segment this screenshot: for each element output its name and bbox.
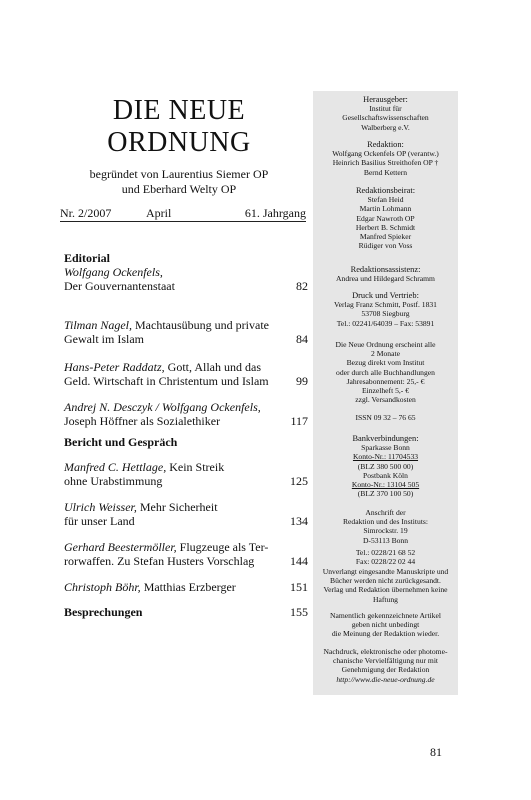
toc-entry	[64, 580, 308, 594]
issue-month: April	[146, 206, 172, 220]
subscription-line: 2 Monate	[371, 349, 400, 359]
website-link[interactable]: http://www.die-neue-ordnung.de	[336, 674, 435, 684]
note-line: Genehmigung der Redaktion	[341, 665, 430, 675]
founders-note	[60, 167, 298, 197]
note-line: Bücher werden nicht zurückgesandt.	[330, 576, 441, 586]
note-line: Namentlich gekennzeichnete Artikel	[330, 611, 441, 620]
board-heading: Redaktionsbeirat:	[355, 186, 416, 195]
toc-title-cont: Joseph Höffner als Sozialethiker	[64, 414, 221, 428]
assistant-line: Andrea und Hildegard Schramm	[336, 274, 435, 284]
board-member: Martin Lohmann	[359, 204, 412, 214]
subscription-line: Einzelheft 5,- €	[361, 386, 410, 396]
toc-author: Andrej N. Desczyk / Wolfgang Ockenfels,	[64, 400, 261, 414]
toc-title-cont: für unser Land	[64, 514, 135, 528]
toc-title: Gott, Allah und das	[164, 360, 261, 374]
toc-title: Flugzeuge als Ter-	[176, 540, 269, 554]
bank-code: (BLZ 380 500 00)	[357, 461, 414, 471]
toc-title: Kein Streik	[166, 460, 225, 474]
editors-heading: Redaktion:	[367, 140, 404, 149]
address-street: Simrockstr. 19	[363, 526, 408, 536]
toc-title-cont: ohne Urabstimmung	[64, 474, 163, 488]
subscription-line: zzgl. Versandkosten	[355, 395, 416, 405]
subscription-line: Bezug direkt vom Institut	[346, 358, 425, 368]
page-number: 81	[430, 745, 442, 759]
subscription-block	[313, 340, 458, 404]
toc-entry	[64, 500, 308, 528]
phone-number: Tel.: 0228/21 68 52	[355, 548, 416, 557]
founders-line1: begründet von Laurentius Siemer OP	[89, 167, 269, 181]
bank-account: Konto-Nr.: 13104 505	[351, 480, 420, 490]
bank-heading: Bankverbindungen:	[352, 434, 419, 443]
assistant-heading: Redaktionsassistenz:	[350, 265, 421, 274]
board-member: Stefan Heid	[367, 195, 404, 205]
issue-volume: 61. Jahrgang	[244, 206, 306, 220]
bank-code: (BLZ 370 100 50)	[357, 489, 414, 499]
toc-page: 125	[290, 474, 308, 488]
board-member: Rüdiger von Voss	[358, 241, 413, 251]
editors-block	[313, 140, 458, 177]
toc-entry	[64, 400, 308, 428]
bank-account: Konto-Nr.: 11704533	[352, 452, 419, 462]
toc-page: 144	[290, 554, 308, 568]
toc-page: 84	[296, 332, 308, 346]
journal-title-line1: DIE NEUE	[112, 95, 246, 126]
issue-number: Nr. 2/2007	[60, 206, 112, 220]
toc-author: Wolfgang Ockenfels,	[64, 265, 163, 279]
section-heading-editorial: Editorial	[64, 251, 111, 265]
toc-title: Der Gouvernantenstaat	[64, 279, 175, 293]
board-member: Edgar Nawroth OP	[356, 213, 415, 223]
toc-reviews	[64, 605, 308, 619]
imprint-sidebar	[313, 91, 458, 695]
section-heading-reviews: Besprechungen	[64, 605, 143, 619]
toc-page: 134	[290, 514, 308, 528]
print-block	[313, 291, 458, 328]
toc-author: Tilman Nagel,	[64, 318, 133, 332]
editor-line: Wolfgang Ockenfels OP (verantw.)	[332, 149, 439, 159]
toc-page: 82	[296, 279, 308, 293]
publisher-heading: Herausgeber:	[363, 95, 408, 104]
fax-number: Fax: 0228/22 02 44	[355, 557, 416, 567]
publisher-line: Gesellschaftswissenschaften	[342, 113, 429, 123]
print-line: 53708 Siegburg	[361, 309, 410, 319]
toc-title-cont: Gewalt im Islam	[64, 332, 144, 346]
toc-title-cont: rorwaffen. Zu Stefan Husters Vorschlag	[64, 554, 255, 568]
note-line: geben nicht unbedingt	[351, 620, 420, 630]
publisher-line: Walberberg e.V.	[361, 122, 410, 132]
toc-entry	[64, 460, 308, 488]
address-city: D-53113 Bonn	[362, 535, 409, 545]
opinion-note	[313, 611, 458, 639]
note-line: chanische Vervielfältigung nur mit	[332, 656, 439, 666]
print-line: Tel.: 02241/64039 – Fax: 53891	[336, 318, 435, 328]
section-heading-report: Bericht und Gespräch	[64, 435, 178, 449]
note-line: die Meinung der Redaktion wieder.	[331, 629, 440, 639]
board-member: Manfred Spieker	[359, 232, 412, 242]
bank-name: Sparkasse Bonn	[361, 443, 410, 453]
print-heading: Druck und Vertrieb:	[352, 291, 419, 300]
toc-author: Manfred C. Hettlage,	[64, 460, 167, 474]
founders-line2: und Eberhard Welty OP	[121, 182, 237, 196]
contact-block	[313, 548, 458, 566]
subscription-line: Die Neue Ordnung erscheint alle	[335, 340, 436, 349]
reprint-note	[313, 647, 458, 684]
editor-line: Heinrich Basilius Streithofen OP †	[332, 158, 439, 168]
bank-block	[313, 434, 458, 498]
editor-line: Bernd Kettern	[363, 167, 408, 177]
note-line: Verlag und Redaktion übernehmen keine	[323, 585, 448, 595]
bank-name: Postbank Köln	[363, 470, 408, 480]
section-report	[64, 435, 308, 449]
note-line: Haftung	[373, 594, 398, 604]
issn: ISSN 09 32 – 76 65	[355, 413, 416, 422]
address-block	[313, 508, 458, 545]
subscription-line: Jahresabonnement: 25,- €	[346, 376, 425, 386]
toc-author: Christoph Böhr,	[64, 580, 141, 594]
note-line: Nachdruck, elektronische oder photome-	[323, 647, 448, 656]
toc-page: 155	[290, 605, 308, 619]
board-block	[313, 186, 458, 250]
toc-author: Hans-Peter Raddatz,	[64, 360, 165, 374]
subscription-line: oder durch alle Buchhandlungen	[336, 367, 435, 377]
manuscripts-note	[313, 567, 458, 604]
publisher-line: Institut für	[369, 104, 402, 114]
toc-author: Gerhard Beestermöller,	[64, 540, 177, 554]
address-heading: Redaktion und des Instituts:	[342, 517, 428, 527]
toc-page: 99	[296, 374, 308, 388]
publisher-block	[313, 95, 458, 132]
toc-author: Ulrich Weisser,	[64, 500, 137, 514]
toc-page: 151	[290, 580, 308, 594]
toc-page: 117	[290, 414, 308, 428]
toc-entry	[64, 540, 308, 568]
note-line: Unverlangt eingesandte Manuskripte und	[322, 567, 449, 576]
assistant-block	[313, 265, 458, 283]
toc-title: Matthias Erzberger	[140, 580, 236, 594]
print-line: Verlag Franz Schmitt, Postf. 1831	[334, 300, 437, 310]
board-member: Herbert B. Schmidt	[355, 222, 416, 232]
toc-title-cont: Geld. Wirtschaft in Christentum und Islam	[64, 374, 269, 388]
toc-entry	[64, 318, 308, 346]
toc-editorial	[64, 251, 308, 293]
address-heading: Anschrift der	[365, 508, 406, 517]
masthead-divider	[60, 221, 306, 222]
toc-title: Machtausübung und private	[132, 318, 269, 332]
toc-entry	[64, 360, 308, 388]
journal-title-line2: ORDNUNG	[107, 127, 251, 158]
toc-title: Mehr Sicherheit	[136, 500, 218, 514]
